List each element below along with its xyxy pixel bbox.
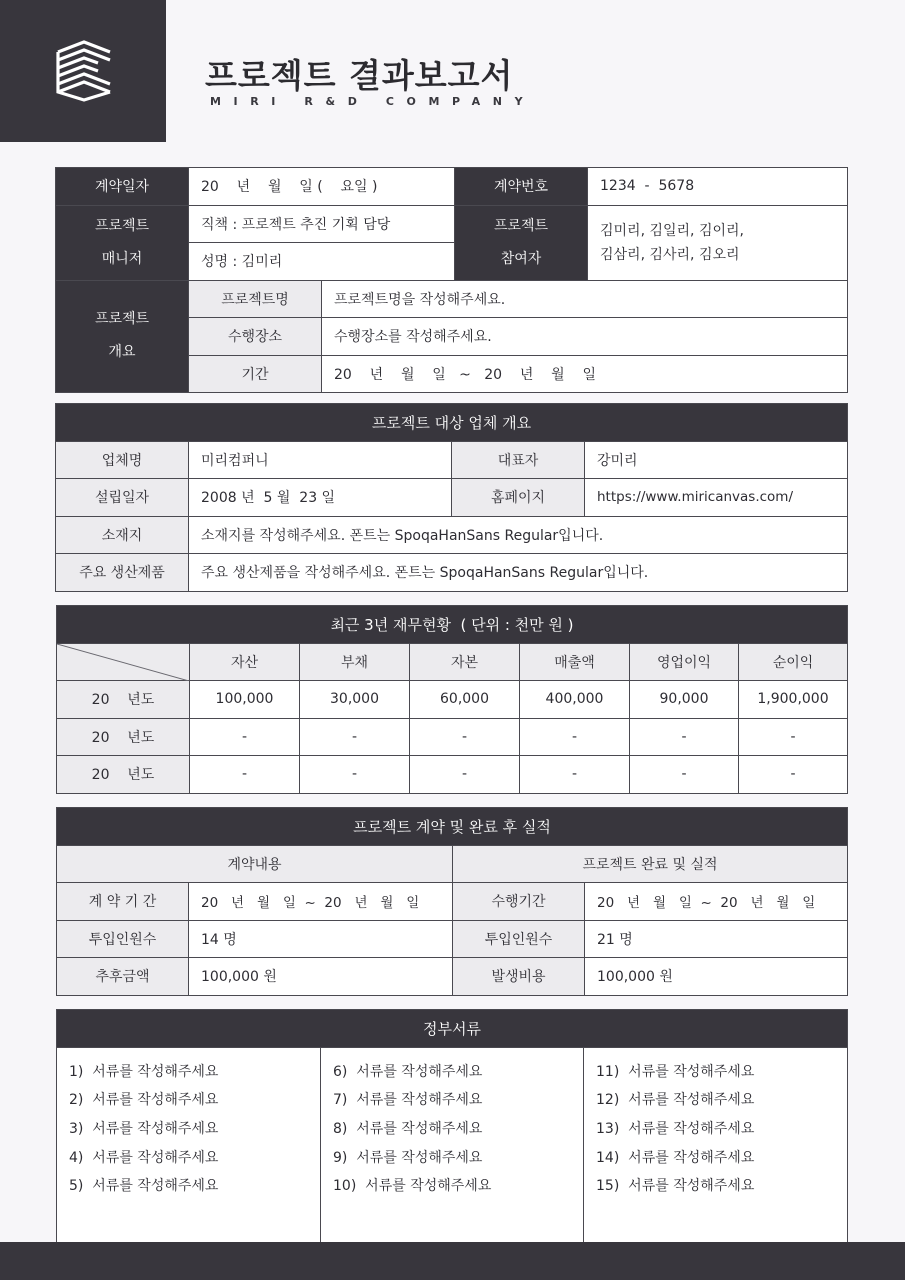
company-subtitle: MIRI R&D COMPANY [210, 95, 536, 108]
list-item: 3) 서류를 작성해주세요 [69, 1120, 219, 1137]
period-value: 20 년 월 일 ~ 20 년 월 일 [322, 355, 848, 393]
finance-year-label: 20 년도 [57, 718, 190, 756]
cost-label: 발생비용 [453, 958, 585, 996]
finance-col-header: 순이익 [739, 643, 848, 681]
amount-label: 추후금액 [57, 958, 189, 996]
list-item: 6) 서류를 작성해주세요 [333, 1063, 483, 1080]
table-row [57, 756, 848, 794]
documents-table [56, 1009, 848, 1256]
finance-corner-cell [57, 643, 190, 681]
finance-col-header: 자산 [190, 643, 300, 681]
participants-value: 김미리, 김일리, 김이리, 김삼리, 김사리, 김오리 [588, 205, 848, 280]
list-item: 15) 서류를 작성해주세요 [596, 1178, 755, 1195]
products-value: 주요 생산제품을 작성해주세요. 폰트는 SpoqaHanSans Regular입니다. [189, 554, 848, 592]
contract-number-label: 계약번호 [455, 168, 588, 206]
table-row [57, 681, 848, 719]
company-name-value: 미리컴퍼니 [189, 441, 452, 479]
overview-label: 프로젝트 개요 [56, 280, 189, 393]
list-item: 12) 서류를 작성해주세요 [596, 1092, 755, 1109]
performance-section-title: 프로젝트 계약 및 완료 후 실적 [57, 808, 848, 846]
list-item: 11) 서류를 작성해주세요 [596, 1063, 755, 1080]
period-label: 기간 [189, 355, 322, 393]
place-label: 수행장소 [189, 318, 322, 356]
documents-column [57, 1047, 321, 1255]
finance-cell: - [630, 718, 739, 756]
finance-cell: - [739, 718, 848, 756]
finance-year-label: 20 년도 [57, 681, 190, 719]
contract-table [55, 167, 848, 393]
contract-date-value: 20 년 월 일 ( 요일 ) [189, 168, 455, 206]
finance-cell: - [410, 756, 520, 794]
founded-label: 설립일자 [56, 479, 189, 517]
footer-bar [0, 1242, 905, 1280]
finance-cell: 60,000 [410, 681, 520, 719]
finance-cell: - [739, 756, 848, 794]
participants-label: 프로젝트 참여자 [455, 205, 588, 280]
diagonal-line [57, 644, 189, 681]
project-name-value: 프로젝트명을 작성해주세요. [322, 280, 848, 318]
finance-year-label: 20 년도 [57, 756, 190, 794]
contract-number-value: 1234 - 5678 [588, 168, 848, 206]
list-item: 4) 서류를 작성해주세요 [69, 1149, 219, 1166]
performance-table [56, 807, 848, 996]
finance-section-title: 최근 3년 재무현황 ( 단위 : 천만 원 ) [57, 606, 848, 644]
table-row [57, 718, 848, 756]
project-name-label: 프로젝트명 [189, 280, 322, 318]
address-label: 소재지 [56, 516, 189, 554]
list-item: 14) 서류를 작성해주세요 [596, 1149, 755, 1166]
list-item: 8) 서류를 작성해주세요 [333, 1120, 483, 1137]
finance-cell: - [410, 718, 520, 756]
homepage-value: https://www.miricanvas.com/ [585, 479, 848, 517]
finance-cell: - [190, 718, 300, 756]
finance-cell: - [300, 718, 410, 756]
work-period-value: 20 년 월 일 ~ 20 년 월 일 [585, 883, 848, 921]
finance-col-header: 자본 [410, 643, 520, 681]
finance-col-header: 매출액 [520, 643, 630, 681]
documents-column [584, 1047, 848, 1255]
completion-staff-value: 21 명 [585, 920, 848, 958]
list-item: 1) 서류를 작성해주세요 [69, 1063, 219, 1080]
finance-col-header: 부채 [300, 643, 410, 681]
work-period-label: 수행기간 [453, 883, 585, 921]
finance-cell: 90,000 [630, 681, 739, 719]
cost-value: 100,000 원 [585, 958, 848, 996]
contract-staff-label: 투입인원수 [57, 920, 189, 958]
homepage-label: 홈페이지 [452, 479, 585, 517]
finance-table [56, 605, 848, 794]
amount-value: 100,000 원 [189, 958, 453, 996]
address-value: 소재지를 작성해주세요. 폰트는 SpoqaHanSans Regular입니다. [189, 516, 848, 554]
place-value: 수행장소를 작성해주세요. [322, 318, 848, 356]
completion-header: 프로젝트 완료 및 실적 [453, 845, 848, 883]
manager-name: 성명 : 김미리 [189, 243, 455, 281]
founded-value: 2008 년 5 월 23 일 [189, 479, 452, 517]
manager-position: 직책 : 프로젝트 추진 기획 담당 [189, 205, 455, 243]
documents-column [321, 1047, 584, 1255]
contract-date-label: 계약일자 [56, 168, 189, 206]
company-section-title: 프로젝트 대상 업체 개요 [56, 404, 848, 442]
finance-cell: - [630, 756, 739, 794]
completion-staff-label: 투입인원수 [453, 920, 585, 958]
stacked-lines-logo-icon [52, 38, 116, 104]
finance-cell: 400,000 [520, 681, 630, 719]
page-title: 프로젝트 결과보고서 [205, 56, 514, 95]
finance-cell: 100,000 [190, 681, 300, 719]
logo-box [0, 0, 166, 142]
products-label: 주요 생산제품 [56, 554, 189, 592]
company-table [55, 403, 848, 592]
finance-cell: 1,900,000 [739, 681, 848, 719]
contract-header: 계약내용 [57, 845, 453, 883]
finance-cell: - [520, 718, 630, 756]
documents-section-title: 정부서류 [57, 1010, 848, 1048]
list-item: 5) 서류를 작성해주세요 [69, 1178, 219, 1195]
ceo-value: 강미리 [585, 441, 848, 479]
finance-cell: - [520, 756, 630, 794]
list-item: 2) 서류를 작성해주세요 [69, 1092, 219, 1109]
company-name-label: 업체명 [56, 441, 189, 479]
ceo-label: 대표자 [452, 441, 585, 479]
list-item: 9) 서류를 작성해주세요 [333, 1149, 483, 1166]
list-item: 7) 서류를 작성해주세요 [333, 1092, 483, 1109]
list-item: 10) 서류를 작성해주세요 [333, 1178, 492, 1195]
finance-cell: 30,000 [300, 681, 410, 719]
list-item: 13) 서류를 작성해주세요 [596, 1120, 755, 1137]
contract-period-label: 계 약 기 간 [57, 883, 189, 921]
finance-cell: - [300, 756, 410, 794]
contract-period-value: 20 년 월 일 ~ 20 년 월 일 [189, 883, 453, 921]
finance-col-header: 영업이익 [630, 643, 739, 681]
finance-cell: - [190, 756, 300, 794]
contract-staff-value: 14 명 [189, 920, 453, 958]
manager-label: 프로젝트 매니저 [56, 205, 189, 280]
